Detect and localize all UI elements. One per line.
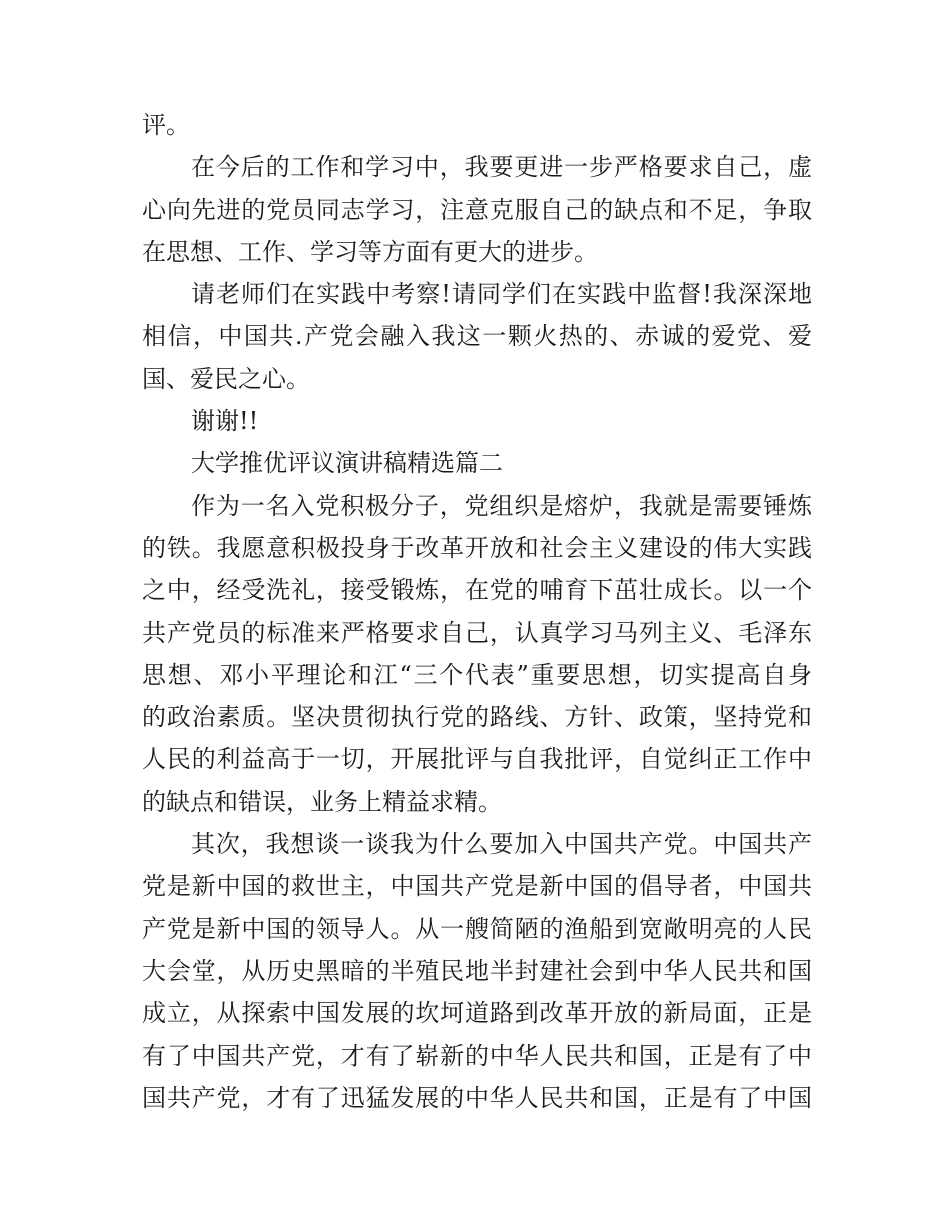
section-heading: 大学推优评议演讲稿精选篇二 (191, 449, 503, 478)
text-line: 思想、邓小平理论和江“三个代表”重要思想，切实提高自身 (142, 660, 812, 689)
text-line: 党是新中国的救世主，中国共产党是新中国的倡导者，中国共 (142, 872, 812, 901)
paragraph-first-line: 请老师们在实践中考察!请同学们在实践中监督!我深深地 (191, 280, 812, 309)
text-line: 大会堂，从历史黑暗的半殖民地半封建社会到中华人民共和国 (142, 956, 812, 985)
text-line: 的缺点和错误，业务上精益求精。 (142, 787, 502, 816)
paragraph-first-line: 其次，我想谈一谈我为什么要加入中国共产党。中国共产 (191, 830, 812, 859)
paragraph-first-line: 在今后的工作和学习中，我要更进一步严格要求自己，虚 (191, 153, 812, 182)
paragraph-first-line: 作为一名入党积极分子，党组织是熔炉，我就是需要锤炼 (191, 491, 812, 520)
text-line: 评。 (142, 111, 190, 139)
text-line: 之中，经受洗礼，接受锻炼，在党的哺育下茁壮成长。以一个 (142, 576, 812, 605)
text-line: 产党是新中国的领导人。从一艘简陋的渔船到宽敞明亮的人民 (142, 914, 812, 943)
text-line: 共产党员的标准来严格要求自己，认真学习马列主义、毛泽东 (142, 618, 812, 647)
text-line: 人民的利益高于一切，开展批评与自我批评，自觉纠正工作中 (142, 745, 812, 774)
text-line: 国、爱民之心。 (142, 364, 310, 393)
text-line: 有了中国共产党，才有了崭新的中华人民共和国，正是有了中 (142, 1041, 812, 1070)
thanks-line: 谢谢!! (191, 407, 259, 436)
text-line: 的铁。我愿意积极投身于改革开放和社会主义建设的伟大实践 (142, 533, 812, 562)
text-line: 在思想、工作、学习等方面有更大的进步。 (142, 237, 598, 266)
text-line: 的政治素质。坚决贯彻执行党的路线、方针、政策，坚持党和 (142, 703, 812, 732)
document-body (142, 104, 812, 1119)
text-line: 成立，从探索中国发展的坎坷道路到改革开放的新局面，正是 (142, 999, 812, 1028)
text-line: 国共产党，才有了迅猛发展的中华人民共和国，正是有了中国 (142, 1083, 812, 1112)
text-line: 心向先进的党员同志学习，注意克服自己的缺点和不足，争取 (142, 195, 812, 224)
text-line: 相信，中国共.产党会融入我这一颗火热的、赤诚的爱党、爱 (142, 322, 812, 351)
